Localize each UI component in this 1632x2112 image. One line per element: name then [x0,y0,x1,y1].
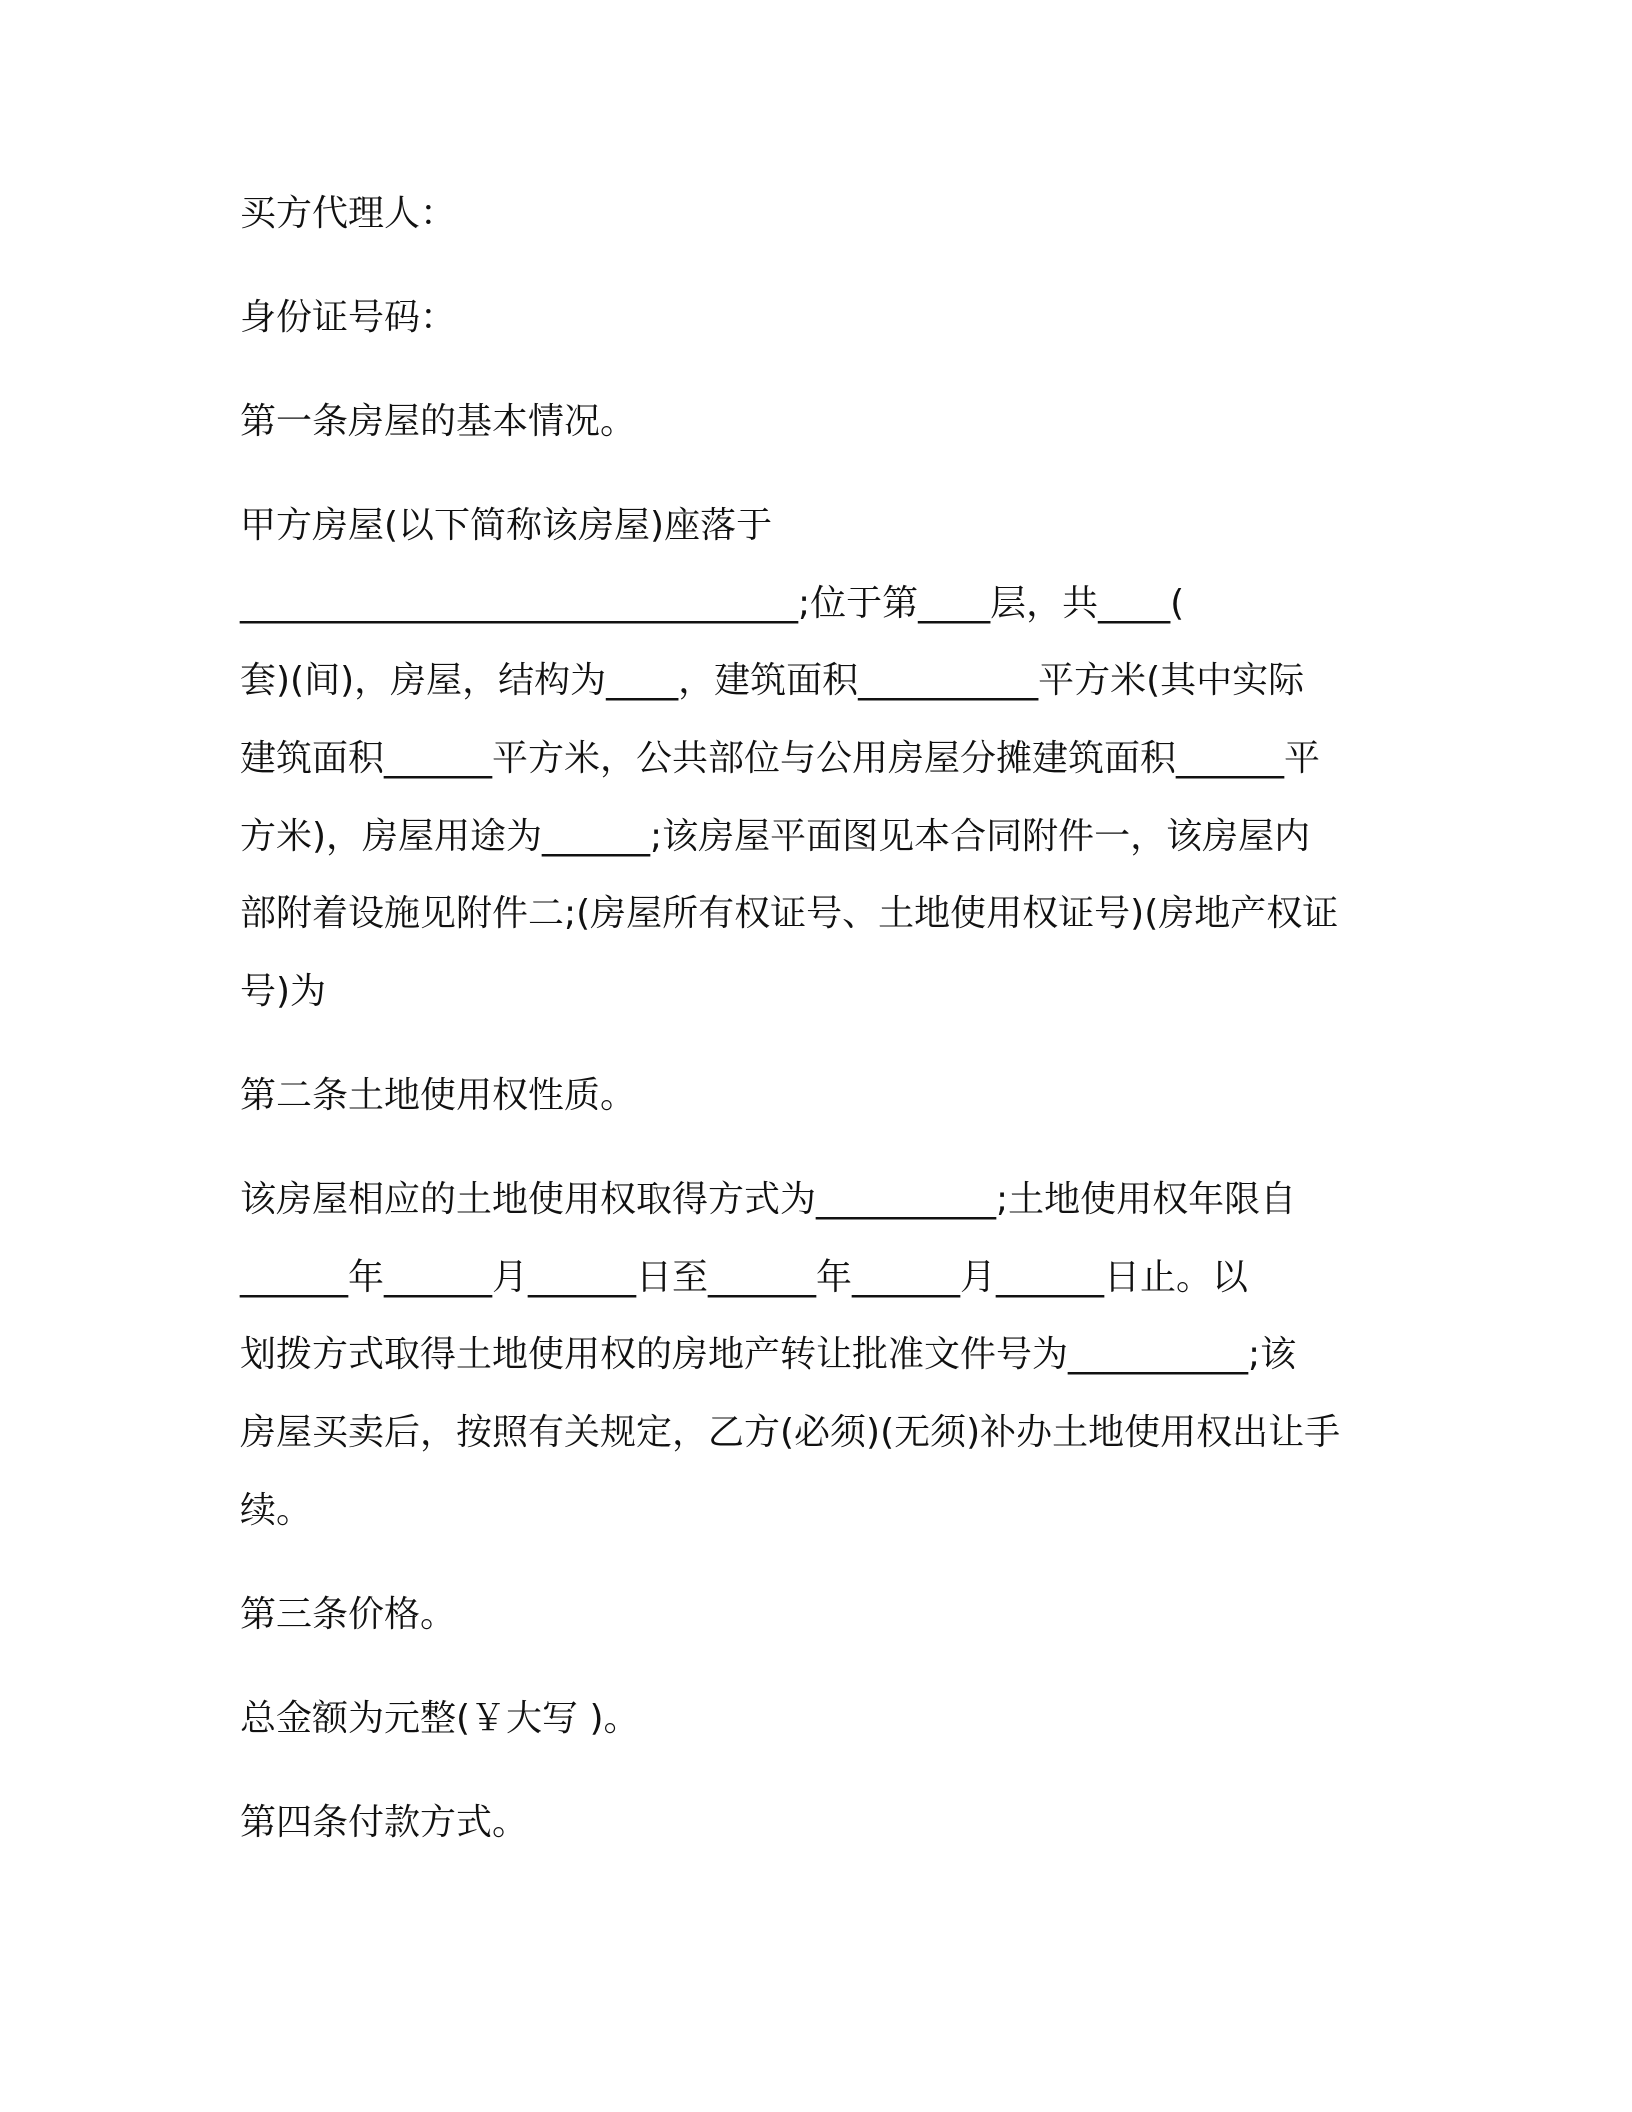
paragraph-line: 该房屋相应的土地使用权取得方式为__________;土地使用权年限自 [240,1179,1297,1220]
paragraph-line: 套)(间)，房屋，结构为____，建筑面积__________平方米(其中实际 [240,660,1305,701]
paragraph-line: 甲方房屋(以下简称该房屋)座落于 [240,505,773,546]
article-2-heading: 第二条土地使用权性质。 [240,1075,637,1116]
paragraph-line: 房屋买卖后，按照有关规定，乙方(必须)(无须)补办土地使用权出让手 [240,1412,1341,1453]
paragraph-line: 划拨方式取得土地使用权的房地产转让批准文件号为__________;该 [240,1334,1297,1375]
paragraph-line: 续。 [240,1490,313,1531]
paragraph-line: ______年______月______日至______年______月______日止。以 [240,1257,1249,1298]
total-amount-line: 总金额为元整(￥大写 )。 [240,1698,640,1739]
article-3-heading: 第三条价格。 [240,1594,457,1635]
paragraph-line: 号)为 [240,971,327,1012]
buyer-agent-label: 买方代理人： [240,193,457,234]
id-number-label: 身份证号码： [240,297,457,338]
article-4-heading: 第四条付款方式。 [240,1802,529,1843]
paragraph-line: _______________________________;位于第____层，共____( [240,583,1185,624]
paragraph-line: 建筑面积______平方米，公共部位与公用房屋分摊建筑面积______平 [240,738,1321,779]
article-1-heading: 第一条房屋的基本情况。 [240,401,637,442]
paragraph-line: 部附着设施见附件二;(房屋所有权证号、土地使用权证号)(房地产权证 [240,893,1339,934]
paragraph-line: 方米)，房屋用途为______;该房屋平面图见本合同附件一，该房屋内 [240,816,1311,857]
